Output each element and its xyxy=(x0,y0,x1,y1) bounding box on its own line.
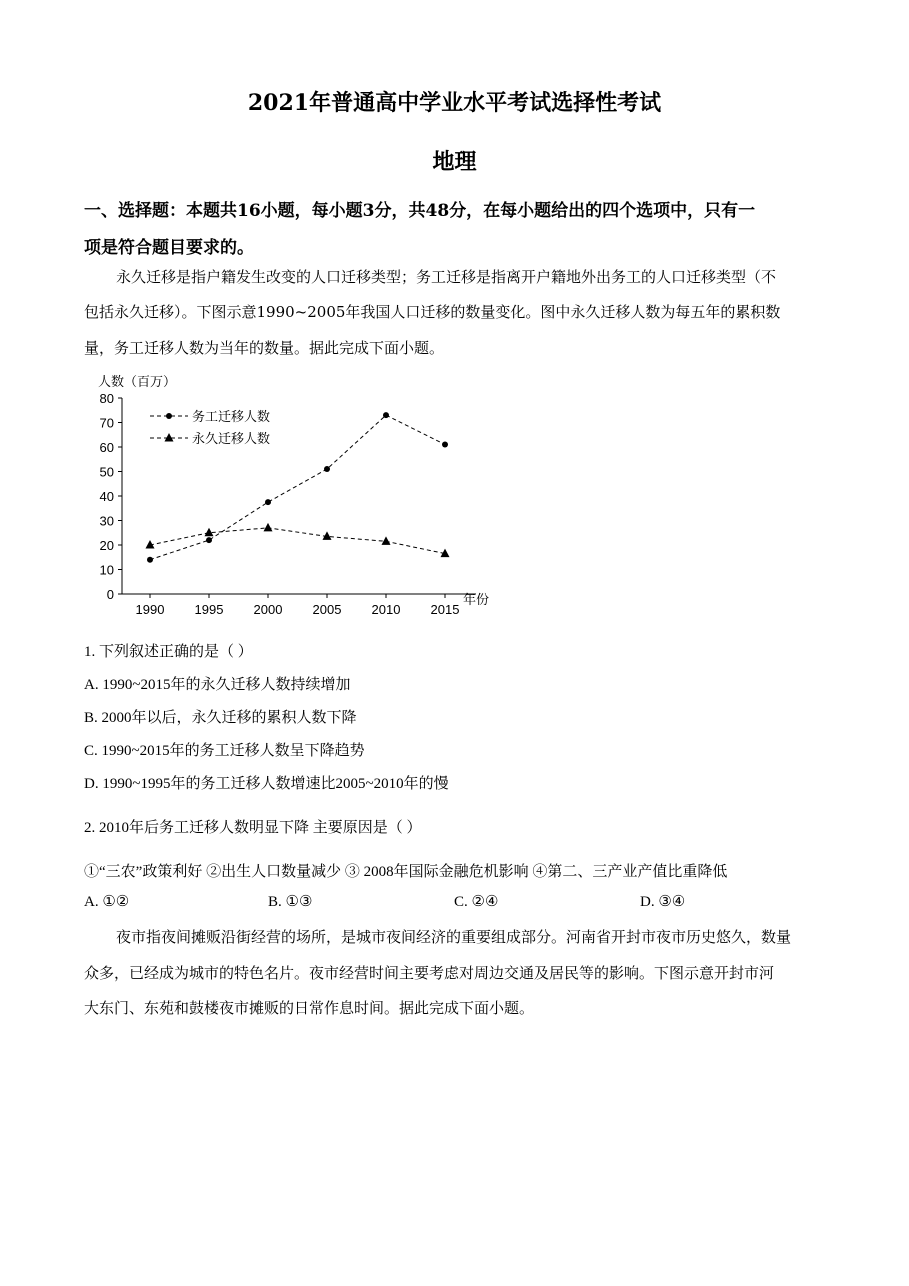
q2-option-d: D. ③④ xyxy=(640,894,686,910)
data-point-triangle xyxy=(382,536,391,545)
data-point-circle xyxy=(383,412,389,418)
section-heading-line1: 一、选择题：本题共16小题，每小题3分，共48分，在每小题给出的四个选项中，只有一 xyxy=(84,201,756,221)
y-tick-label: 70 xyxy=(99,415,114,431)
x-tick-label: 2010 xyxy=(371,602,401,617)
passage2-line3: 大东门、东苑和鼓楼夜市摊贩的日常作息时间。据此完成下面小题。 xyxy=(84,999,535,1017)
passage1-line3: 量，务工迁移人数为当年的数量。据此完成下面小题。 xyxy=(84,339,445,357)
data-point-triangle xyxy=(264,523,273,532)
x-tick-label: 2000 xyxy=(253,602,283,617)
y-tick-label: 20 xyxy=(99,538,114,553)
legend-marker-circle xyxy=(166,413,172,419)
passage1-line1: 永久迁移是指户籍发生改变的人口迁移类型；务工迁移是指离开户籍地外出务工的人口迁移类型（不 xyxy=(116,268,777,286)
exam-subject: 地理 xyxy=(432,149,477,175)
legend-label-1: 务工迁移人数 xyxy=(192,410,271,425)
section-heading-line2: 项是符合题目要求的。 xyxy=(84,238,254,258)
legend-marker-triangle xyxy=(165,433,174,442)
q1-option-d: D. 1990~1995年的务工迁移人数增速比2005~2010年的慢 xyxy=(84,776,449,792)
q1-option-b: B. 2000年以后，永久迁移的累积人数下降 xyxy=(84,710,357,726)
q2-stem: 2. 2010年后务工迁移人数明显下降 主要原因是（ ） xyxy=(84,820,422,836)
y-tick-label: 30 xyxy=(99,513,114,529)
data-point-circle xyxy=(324,466,330,472)
data-point-circle xyxy=(206,537,212,543)
q2-items: ①“三农”政策利好 ②出生人口数量减少 ③ 2008年国际金融危机影响 ④第二、三产业产值比重降低 xyxy=(84,864,728,880)
x-axis-title: 年份 xyxy=(463,593,490,608)
q1-option-c: C. 1990~2015年的务工迁移人数呈下降趋势 xyxy=(84,743,365,759)
q1-stem: 1. 下列叙述正确的是（ ） xyxy=(84,644,253,660)
y-axis-title: 人数（百万） xyxy=(98,375,177,390)
y-tick-label: 40 xyxy=(99,489,114,504)
series-line-2 xyxy=(150,528,445,554)
passage2-line2: 众多，已经成为城市的特色名片。夜市经营时间主要考虑对周边交通及居民等的影响。下图示意开封市河 xyxy=(84,964,775,982)
passage2-line1: 夜市指夜间摊贩沿街经营的场所，是城市夜间经济的重要组成部分。河南省开封市夜市历史悠久，数量 xyxy=(116,928,792,946)
x-tick-label: 2005 xyxy=(312,602,342,617)
legend-label-2: 永久迁移人数 xyxy=(192,432,271,447)
data-point-circle xyxy=(147,557,153,563)
passage1-line2: 包括永久迁移）。下图示意1990~2005年我国人口迁移的数量变化。图中永久迁移人数为每五年的累积数 xyxy=(84,303,781,321)
data-point-circle xyxy=(265,499,271,505)
migration-line-chart xyxy=(84,368,504,618)
q1-option-a: A. 1990~2015年的永久迁移人数持续增加 xyxy=(84,677,351,693)
x-tick-label: 1990 xyxy=(135,602,165,617)
data-point-circle xyxy=(442,442,448,448)
y-tick-label: 50 xyxy=(99,464,114,480)
y-tick-label: 0 xyxy=(106,587,114,602)
exam-title: 2021年普通高中学业水平考试选择性考试 xyxy=(247,90,662,116)
q2-option-b: B. ①③ xyxy=(268,894,313,910)
q2-option-a: A. ①② xyxy=(84,894,130,910)
x-tick-label: 2015 xyxy=(430,602,460,617)
q2-option-c: C. ②④ xyxy=(454,894,499,910)
y-tick-label: 80 xyxy=(99,391,114,406)
x-tick-label: 1995 xyxy=(194,602,224,617)
y-tick-label: 10 xyxy=(99,562,114,578)
y-tick-label: 60 xyxy=(99,440,114,455)
